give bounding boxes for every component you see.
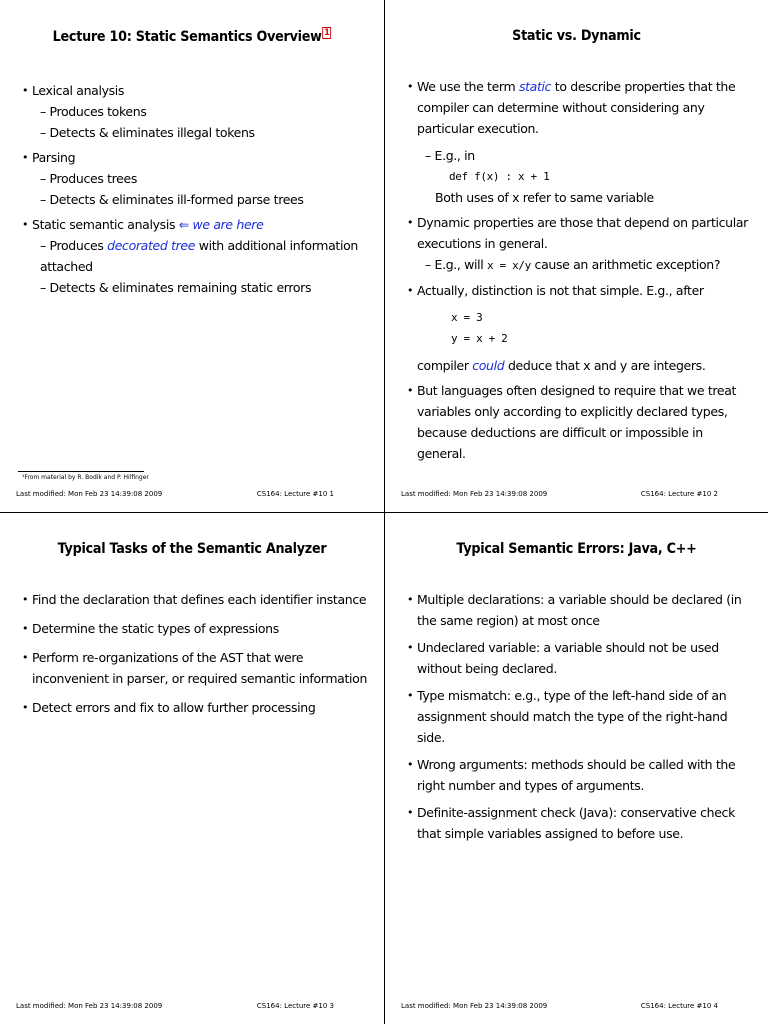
bullet-text	[32, 214, 263, 235]
bullet-text: But languages often designed to require that we treat variables only according to explicitly declared types, because deductions are difficult or impossible in general.	[417, 383, 737, 461]
bullet: • Wrong arguments: methods should be called with the right number and types of arguments.	[407, 754, 754, 796]
bullet: • Actually, distinction is not that simple. E.g., after	[407, 280, 754, 301]
lecture-number: CS164: Lecture #10 2	[640, 490, 718, 498]
footnote-mark[interactable]: 1	[324, 28, 330, 38]
bullet-text: Lexical analysis	[32, 83, 125, 98]
lecture-number: CS164: Lecture #10 3	[256, 1002, 334, 1010]
bullet-text: Detect errors and fix to allow further processing	[32, 700, 316, 715]
slide-content	[407, 585, 754, 844]
emphasis-text: we are here	[188, 217, 264, 232]
slide-title-text: Lecture 10: Static Semantics Overview	[52, 28, 322, 45]
bullet-text: Actually, distinction is not that simple. E.g., after	[417, 283, 704, 298]
bullet: • Perform re-organizations of the AST that were inconvenient in parser, or required semantic information	[22, 647, 370, 689]
slide-content	[407, 72, 754, 464]
bullet-text	[417, 76, 754, 139]
slide-4	[384, 512, 768, 1024]
note-part: deduce that x and y are integers.	[504, 358, 706, 373]
slide-title: Typical Tasks of the Semantic Analyzer	[57, 541, 327, 557]
emphasis-text: static	[518, 79, 552, 94]
sub-bullet-part: cause an arithmetic exception?	[530, 257, 721, 272]
lecture-number: CS164: Lecture #10 1	[256, 490, 334, 498]
slide-footer	[401, 490, 718, 498]
bullet-text: Perform re-organizations of the AST that were inconvenient in parser, or required semantic information	[32, 650, 368, 686]
bullet: • Find the declaration that defines each identifier instance	[22, 589, 370, 610]
code-line: x = 3	[451, 311, 483, 324]
last-modified: Last modified: Mon Feb 23 14:39:08 2009	[16, 1002, 163, 1010]
arrow-left-icon: ⇐	[178, 217, 189, 232]
sub-bullet: – Detects & eliminates illegal tokens	[40, 125, 255, 140]
footnote-divider	[18, 471, 144, 472]
slide-1	[0, 0, 384, 512]
code-line: y = x + 2	[451, 332, 508, 345]
last-modified: Last modified: Mon Feb 23 14:39:08 2009	[401, 1002, 548, 1010]
sub-bullet-part: – E.g., will	[425, 257, 488, 272]
last-modified: Last modified: Mon Feb 23 14:39:08 2009	[401, 490, 548, 498]
emphasis-text: decorated tree	[107, 238, 196, 253]
bullet: • Type mismatch: e.g., type of the left-hand side of an assignment should match the type of the right-hand side.	[407, 685, 754, 748]
last-modified: Last modified: Mon Feb 23 14:39:08 2009	[16, 490, 163, 498]
bullet-text: Parsing	[32, 150, 76, 165]
sub-bullet	[407, 254, 754, 276]
bullet: • Parsing	[22, 147, 370, 168]
bullet: • But languages often designed to require that we treat variables only according to explicitly declared types, because deductions are difficult or impossible in general.	[407, 380, 754, 464]
bullet: • Dynamic properties are those that depend on particular executions in general.	[407, 212, 754, 254]
bullet-text: Undeclared variable: a variable should not be used without being declared.	[417, 640, 719, 676]
bullet-text: Multiple declarations: a variable should be declared (in the same region) at most once	[417, 592, 742, 628]
bullet-text: Find the declaration that defines each identifier instance	[32, 592, 367, 607]
note-text	[407, 355, 754, 376]
slide-title	[23, 28, 361, 45]
sub-bullet: – Detects & eliminates remaining static errors	[40, 280, 312, 295]
code-line: def f(x) : x + 1	[449, 170, 550, 183]
bullet: • Multiple declarations: a variable should be declared (in the same region) at most once	[407, 589, 754, 631]
sub-bullet-part: with additional information attached	[40, 238, 358, 274]
slide-title: Static vs. Dynamic	[512, 28, 641, 44]
slide-footer	[401, 1002, 718, 1010]
sub-bullet: – Detects & eliminates ill-formed parse trees	[40, 192, 304, 207]
bullet-text-part: Static semantic analysis	[32, 217, 179, 232]
inline-code: x = x/y	[487, 259, 531, 272]
sub-bullet	[22, 235, 370, 277]
slide-footer	[16, 490, 334, 498]
footnote: ¹From material by R. Bodik and P. Hilfinger	[22, 474, 149, 481]
sub-bullet: – E.g., in	[425, 148, 475, 163]
bullet: • Detect errors and fix to allow further processing	[22, 697, 370, 718]
bullet-text: Definite-assignment check (Java): conservative check that simple variables assigned to before use.	[417, 805, 735, 841]
sub-bullet: – Produces tokens	[40, 104, 147, 119]
bullet-text: Type mismatch: e.g., type of the left-hand side of an assignment should match the type of the right-hand side.	[417, 688, 728, 745]
sub-bullet: – Produces trees	[40, 171, 138, 186]
bullet: • We use the term static to describe properties that the compiler can determine without considering any particular execution.	[407, 76, 754, 139]
bullet-text: Wrong arguments: methods should be called with the right number and types of arguments.	[417, 757, 736, 793]
slide-3	[0, 512, 384, 1024]
emphasis-text: could	[472, 358, 505, 373]
note-part: compiler	[417, 358, 473, 373]
bullet: • Undeclared variable: a variable should not be used without being declared.	[407, 637, 754, 679]
slide-footer	[16, 1002, 334, 1010]
bullet: • Determine the static types of expressions	[22, 618, 370, 639]
lecture-number: CS164: Lecture #10 4	[640, 1002, 718, 1010]
bullet: • Static semantic analysis ⇐ we are here	[22, 214, 370, 235]
bullet-text: Determine the static types of expressions	[32, 621, 279, 636]
slide-content	[22, 585, 370, 718]
slide-content	[22, 76, 370, 298]
bullet: • Lexical analysis	[22, 80, 370, 101]
bullet: • Definite-assignment check (Java): conservative check that simple variables assigned to before use.	[407, 802, 754, 844]
slide-title: Typical Semantic Errors: Java, C++	[456, 541, 697, 557]
bullet-text: Dynamic properties are those that depend on particular executions in general.	[417, 215, 748, 251]
slide-2	[384, 0, 768, 512]
bullet-text-part: We use the term	[417, 79, 519, 94]
note-text: Both uses of x refer to same variable	[435, 190, 654, 205]
bullet-text-part: to describe properties that the compiler can determine without considering any particular execution.	[417, 79, 736, 136]
sub-bullet-part: – Produces	[40, 238, 108, 253]
